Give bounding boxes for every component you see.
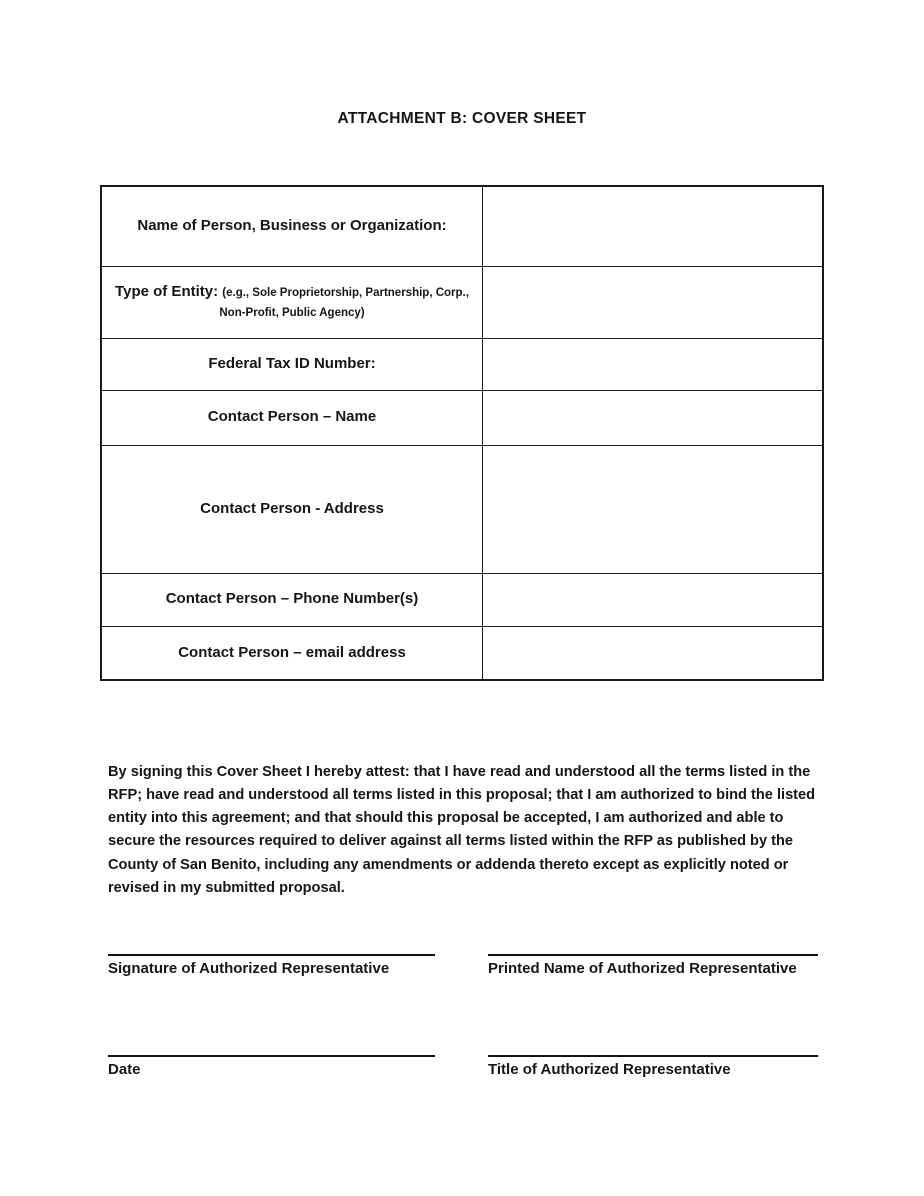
row-label-federal-tax-id [101,338,483,390]
row-label-contact-name [101,390,483,445]
signature-block-title [488,1055,818,1078]
attestation-paragraph: By signing this Cover Sheet I hereby attest: that I have read and understood all the terms listed in the RFP; have read and understood all terms listed in this proposal; that I am authorized to bind the listed entity into this agreement; and that should this proposal be accepted, I am authorized and able to secure the resources required to deliver against all terms listed within the RFP as published by the County of San Benito, including any amendments or addenda thereto except as explicitly noted or revised in my submitted proposal. [108,763,816,897]
table-row [101,626,823,680]
row-label-contact-phone [101,573,483,626]
cover-sheet-table [100,185,824,681]
table-row [101,338,823,390]
table-row [101,186,823,266]
row-value-type-of-entity[interactable] [483,266,824,338]
row-value-contact-phone[interactable] [483,573,824,626]
row-value-contact-name[interactable] [483,390,824,445]
signature-block-printed-name [488,954,818,977]
row-label-name-of-person [101,186,483,266]
date-line[interactable] [108,1055,435,1057]
row-label-text: Type of Entity: [115,282,219,300]
date-label: Date [108,1061,141,1078]
row-value-contact-email[interactable] [483,626,824,680]
row-label-type-of-entity [101,266,483,338]
row-value-federal-tax-id[interactable] [483,338,824,390]
printed-name-line[interactable] [488,954,818,956]
signature-block-signature [108,954,435,977]
row-value-name-of-person[interactable] [483,186,824,266]
signature-label: Signature of Authorized Representative [108,960,390,977]
row-value-contact-address[interactable] [483,445,824,573]
title-label: Title of Authorized Representative [488,1061,731,1078]
table-row [101,445,823,573]
printed-name-label: Printed Name of Authorized Representative [488,960,797,977]
row-label-text: Contact Person – Phone Number(s) [165,590,419,608]
table-row [101,573,823,626]
row-label-text: Federal Tax ID Number: [208,354,376,372]
document-title: ATTACHMENT B: COVER SHEET [337,110,587,127]
row-label-text: Contact Person – email address [178,643,406,661]
row-label-text: Contact Person - Address [200,499,384,517]
table-row [101,266,823,338]
signature-block-date [108,1055,435,1078]
row-label-detail: (e.g., Sole Proprietorship, Partnership, Corp., Non-Profit, Public Agency) [219,286,469,319]
row-label-contact-address [101,445,483,573]
row-label-text: Contact Person – Name [207,408,377,426]
row-label-text: Name of Person, Business or Organization: [137,217,447,235]
table-row [101,390,823,445]
title-line[interactable] [488,1055,818,1057]
row-label-contact-email [101,626,483,680]
signature-line[interactable] [108,954,435,956]
